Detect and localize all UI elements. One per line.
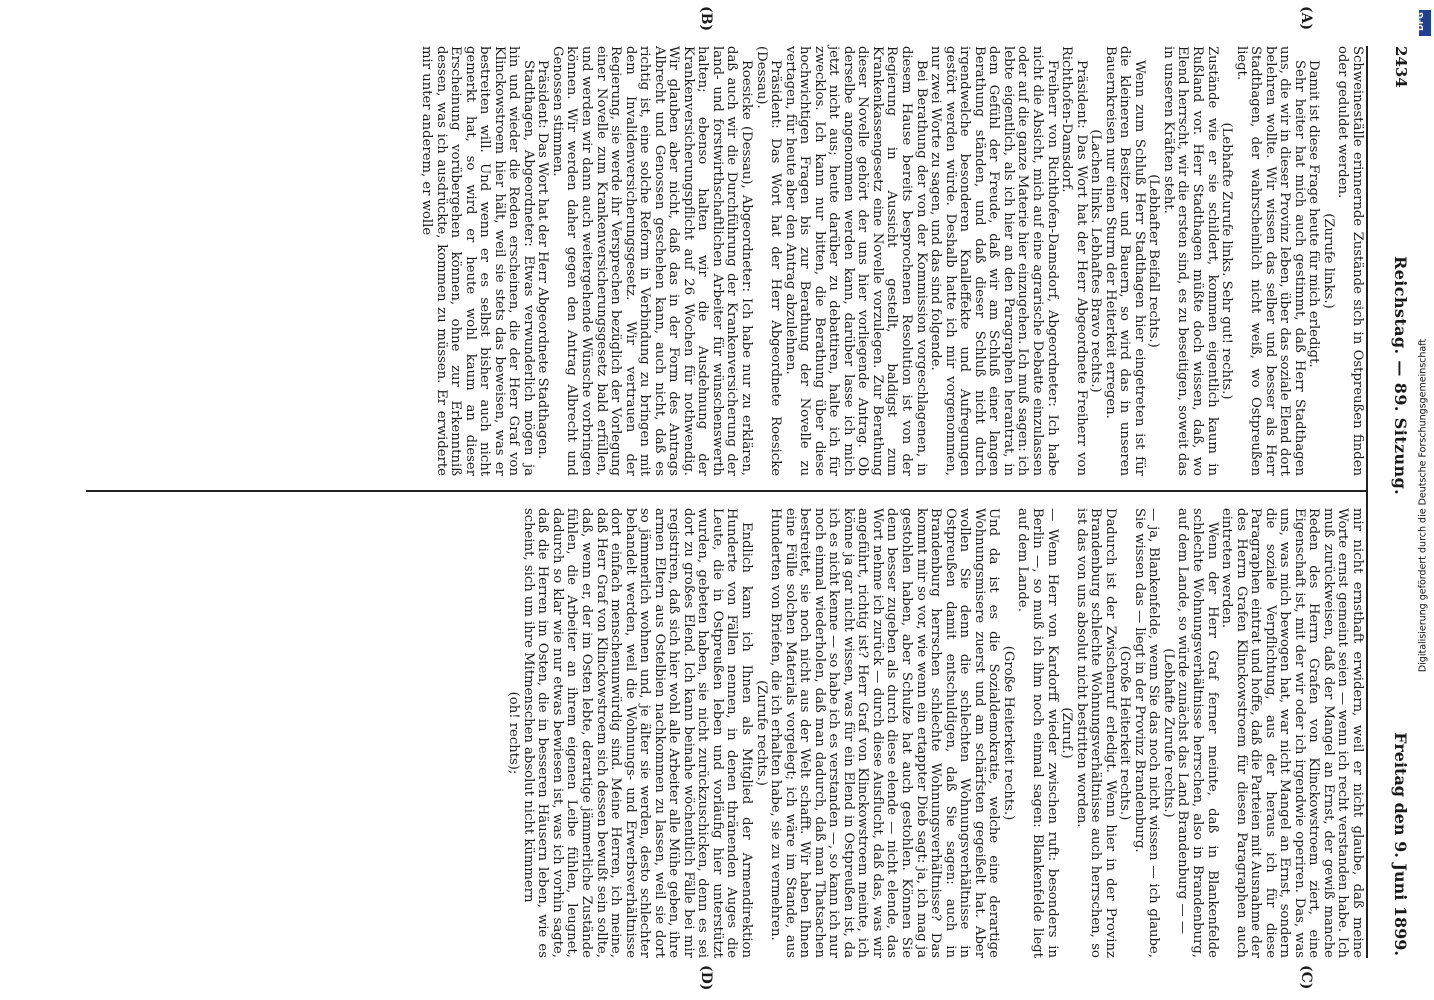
speech-paragraph: Bei Berathung der von der Kommission vorgeschlagenen, in diesem Hause bereits besprochenen Resolution ist von der Regierung in Aussicht gestellt, baldigst zum Krankenkassengesetz eine Novelle vorzulegen. Zur Berathung dieser Novelle gehört der uns hier vorliegende Antrag. Ob derselbe angenommen werden kann, darüber lasse ich mich jetzt nicht aus; heute darüber zu debattiren, halte ich für zwecklos. Ich kann nur bitten, die Berathung über diese hochwichtigen Fragen bis zur Berathung der Novelle zu vertagen, für heute aber den Antrag abzulehnen. [782, 46, 929, 476]
speech-paragraph: — ja, Blankenfelde, wenn Sie das noch nicht wissen — ich glaube, Sie wissen das — liegt in der Provinz Brandenburg. [1131, 508, 1162, 958]
right-column [124, 508, 1364, 958]
interjection: (Zurufe links.) [1320, 213, 1336, 309]
margin-mark-b: (B) [698, 6, 714, 32]
interjection: (Zurufe rechts.) [753, 680, 769, 786]
paragraph: Schweineställe erinnernde Zustände sich in Ostpreußen finden oder geduldet werden. [1335, 46, 1365, 476]
column-rule [86, 490, 1366, 492]
speech-paragraph: Wenn der Herr Graf ferner meinte, daß in Blankenfelde schlechte Wohnungsverhältnisse herrschen, also in Brandenburg, auf dem Lande, so würde zunächst das Land Brandenburg — — [1175, 508, 1220, 958]
interjection: (Lebhafte Zurufe rechts.) [1160, 648, 1176, 818]
paragraph: Sehr heiter hat mich auch gestimmt, daß Herr Stadthagen uns, die wir in dieser Provinz leben, über das soziale Elend dort belehren wollte. Wir wissen das selber und besser als Herr Stadthagen, der wahrscheinlich nicht weiß, wo Ostpreußen liegt. [1233, 46, 1307, 476]
page-number: 2434 [1392, 46, 1410, 88]
speech-paragraph: Dadurch ist der Zwischenruf erledigt. Wenn hier in der Provinz Brandenburg schlechte Wohnungsverhältnisse auch herrschen, so ist das von uns absolut nicht bestritten worden. [1073, 508, 1118, 958]
digitization-note [1418, 40, 1430, 970]
paragraph: Damit ist diese Frage heute für mich erledigt. [1306, 60, 1322, 368]
dfg-logo: DFG [1419, 10, 1431, 36]
president-remark: Präsident: Das Wort hat der Herr Abgeordnete Freiherr von Richthofen-Damsdorf. [1059, 46, 1089, 476]
speech-paragraph: Und da ist es die Sozialdemokratie, welche eine derartige Wohnungsmisere zuerst und am schärfsten gegeißelt hat. Aber wollen Sie denn die schlechten Wohnungsverhältnisse in Ostpreußen damit entschuldigen, daß Sie sagen: auch in Brandenburg herrschen schlechte Wohnungsverhältnisse? Das kommt mir so vor, wie wenn ein ertappter Dieb sagt: ja, ich mag ja gestohlen haben, aber Schulze hat auch gestohlen. Können Sie denn besser zugeben als durch diese elende — nicht elende, das Wort nehme ich zurück — durch diese Ausflucht, daß das, was wir angeführt, richtig ist? Herr Graf von Klinckowstroem meinte, ich könne ja gar nicht wissen, was für ein Elend in Ostpreußen ist, da ich es nicht kenne — so habe ich es verstanden —, so kann ich nur noch einmal wiederholen, daß man dadurch, daß man Thatsachen bestreitet, sie noch nicht aus der Welt schafft. Wir haben Ihnen eine Fülle solchen Materials vorgelegt; ich wäre im Stande, aus Hunderten von Briefen, die ich erhalten habe, sie zu vermehren. [768, 508, 1002, 958]
speech-paragraph: mir nicht ernsthaft erwidern, weil er nicht glaube, daß meine Worte ernst gemeint seien — wenn ich recht verstanden habe. Ich muß zurückweisen, daß der Mangel an Ernst, der gewiß manche Reden des Herrn Grafen von Klinckowstroem ziert, eine Eigenschaft ist, mit der wir oder ich irgendwie operiren. Das, was uns, was mich bewogen hat, war nicht Mangel an Ernst, sondern die soziale Verpflichtung, aus der heraus ich für diese Paragraphen eintrat und hoffe, daß die Parteien mit Ausnahme der des Herrn Grafen Klinckowstroem für diesen Paragraphen auch eintreten werden. [1219, 508, 1365, 958]
digitization-note-text: Digitalisierung gefördert durch die Deutsche Forschungsgemeinschaft [1417, 338, 1429, 673]
left-column [84, 46, 1364, 476]
president-remark: Präsident: Das Wort hat der Herr Abgeordnete Roesicke (Dessau). [753, 46, 784, 476]
margin-mark-a: (A) [1298, 6, 1314, 31]
paragraph: Zustände wie er sie schildert, kommen eigentlich kaum in Rußland vor. Herr Stadthagen müßte doch wissen, daß, wo Elend herrscht, wir die ersten sind, es zu beseitigen, soweit das in unseren Kräften steht. [1160, 46, 1220, 476]
session-date: Freitag den 9. Juni 1899. [1391, 732, 1410, 956]
speech-paragraph: Stadthagen, Abgeordneter: Etwas verwunderlich mögen ja hin und wieder die Reden erscheinen, die der Herr Graf von Klinckowstroem hier hält, weil sie stets das beweisen, was er bestreiten will. Und wenn er es selbst bisher auch nicht gemerkt hat, so wird er heute wohl kaum an dieser Erscheinung vorübergehen können, ohne zur Erkenntniß dessen, was ich ausdrückte, kommen zu müssen. Er erwiderte mir unter anderem, er wolle [419, 46, 536, 476]
interjection: (Lebhafter Beifall rechts.) [1146, 174, 1162, 348]
margin-mark-d: (D) [698, 965, 714, 991]
president-remark: Präsident: Das Wort hat der Herr Abgeordnete Stadthagen. [535, 60, 551, 459]
interjection: (Große Heiterkeit rechts.) [1117, 645, 1133, 821]
header-rule [1366, 46, 1368, 958]
interjection: (oh! rechts); [506, 691, 522, 775]
interjection: (Lebhafte Zurufe links. Sehr gut! rechts.) [1219, 122, 1235, 400]
interjection: (Große Heiterkeit rechts.) [1000, 645, 1016, 821]
interjection: (Lachen links. Lebhaftes Bravo rechts.) [1088, 129, 1104, 393]
speech-paragraph: — Wenn Herr von Kardorff wieder zwischen ruft: besonders in Berlin —, so muß ich ihm noch einmal sagen: Blankenfelde liegt auf dem Lande. [1015, 508, 1060, 958]
page-header [1366, 46, 1410, 956]
speech-paragraph: Roesicke (Dessau), Abgeordneter: Ich habe nur zu erklären, daß auch wir die Durchführung der Krankenversicherung der land- und forstwirthschaftlichen Arbeiter für wünschenswerth halten; ebenso halten wir die Ausdehnung der Krankenversicherungspflicht auf 26 Wochen für nothwendig. Wir glauben aber nicht, daß das in der Form des Antrags Albrecht und Genossen geschehen kann, auch nicht, daß es richtig ist, eine solche Reform in Verbindung zu bringen mit dem Invalidenversicherungsgesetz. Wir vertrauen der Regierung, sie werde ihr Versprechen bezüglich der Vorlegung einer Novelle zum Krankenversicherungsgesetz bald erfüllen, und werden wir dann auch weitergehende Wünsche vorbringen können. Wir werden daher gegen den Antrag Albrecht und Genossen stimmen. [549, 46, 755, 476]
speech-paragraph: Endlich kann ich Ihnen als Mitglied der Armendirektion Hunderte von Fällen nennen, in denen thränenden Auges die Leute, die in Ostpreußen leben und vorläufig hier unterstützt wurden, gebeten haben, sie nicht zurückzuschicken, denn es sei dort zu großes Elend. Ich kann beinahe wöchentlich Fälle bei mir registriren, daß sich hier wohl alle Arbeiter alle Mühe geben, ihre armen Eltern aus Ostelbien nachkommen zu lassen, weil sie dort so jämmerlich wohnen und, je älter sie werden, desto schlechter behandelt werden, weil die Wohnungs- und Erwerbsverhältnisse dort einfach menschenunwürdig sind. Meine Herren, ich meine, daß Herr Graf von Klinckowstroem sich dessen bewußt sein sollte, daß, wenn er, der im Osten lebte, derartige jämmerliche Zustände fühlen, die Arbeiter an ihrem eigenen Leibe fühlen, leugnet, dadurch so klar wie nur etwas bewiesen ist, was ich vorhin sagte, daß die Herren im Osten, die in besseren Häusern leben, wie es scheint, sich um ihre Mitmenschen absolut nicht kümmern [520, 508, 755, 958]
margin-mark-c: (C) [1298, 965, 1314, 990]
speech-paragraph: Freiherr von Richthofen-Damsdorf, Abgeordneter: Ich habe nicht die Absicht, mich auf eine agrarische Debatte einzulassen oder auf die ganze Materie hier einzugehen. Ich muß sagen: ich lebte eigentlich, als ich hier an den Paragraphen herantrat, in dem Gefühl der Freude, daß wir am Schluß einer langen Berathung ständen, und daß dieser Schluß nicht durch irgendwelche besonderen Knalleffekte und Aufregungen gestört werden würde. Deshalb hatte ich mir vorgenommen, nur zwei Worte zu sagen, und das sind folgende. [928, 46, 1060, 476]
paragraph: Wenn zum Schluß Herr Stadthagen hier eingetreten ist für die kleineren Besitzer und Bauern, so wird das in unseren Bauernkreisen nur einen Sturm der Heiterkeit erregen. [1102, 46, 1147, 476]
running-head: Reichstag. — 89. Sitzung. [1391, 256, 1410, 496]
interjection: (Zuruf.) [1059, 707, 1075, 759]
